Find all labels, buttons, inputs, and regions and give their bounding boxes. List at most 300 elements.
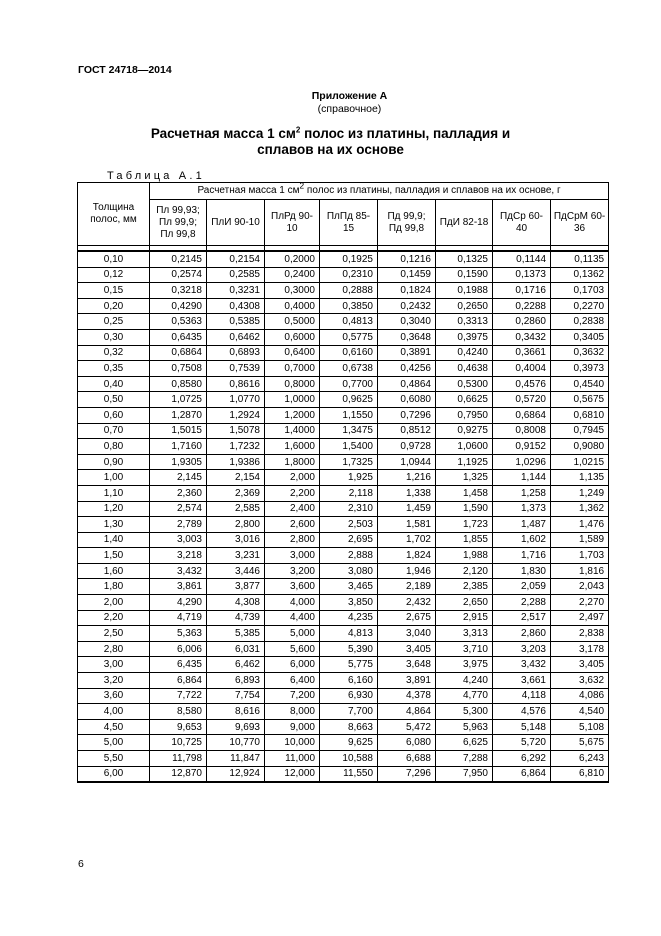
- table-row: [78, 485, 609, 501]
- mass-cell: 4,235: [320, 610, 378, 626]
- mass-cell: 1,946: [378, 563, 436, 579]
- mass-cell: 7,700: [320, 704, 378, 720]
- mass-cell: 0,1716: [493, 283, 551, 299]
- mass-cell: 7,754: [207, 688, 265, 704]
- document-code: ГОСТ 24718—2014: [78, 64, 172, 76]
- mass-cell: 3,710: [436, 641, 493, 657]
- mass-cell: 4,400: [265, 610, 320, 626]
- thickness-cell: 1,00: [78, 470, 150, 486]
- page-number: 6: [78, 858, 84, 870]
- column-header-1: Пл 99,93; Пл 99,9; Пл 99,8: [150, 200, 207, 246]
- mass-cell: 3,661: [493, 673, 551, 689]
- mass-cell: 1,2870: [150, 407, 207, 423]
- mass-cell: 2,400: [265, 501, 320, 517]
- mass-cell: 0,3040: [378, 314, 436, 330]
- thickness-cell: 1,50: [78, 548, 150, 564]
- mass-cell: 0,8000: [265, 376, 320, 392]
- mass-cell: 0,6400: [265, 345, 320, 361]
- mass-cell: 6,080: [378, 735, 436, 751]
- mass-cell: 3,632: [551, 673, 609, 689]
- mass-cell: 8,663: [320, 719, 378, 735]
- mass-cell: 0,8616: [207, 376, 265, 392]
- mass-cell: 4,240: [436, 673, 493, 689]
- mass-cell: 0,3973: [551, 361, 609, 377]
- column-header-2: ПлИ 90-10: [207, 200, 265, 246]
- mass-cell: 2,574: [150, 501, 207, 517]
- mass-cell: 1,723: [436, 517, 493, 533]
- mass-cell: 1,590: [436, 501, 493, 517]
- thickness-cell: 0,70: [78, 423, 150, 439]
- mass-cell: 0,2145: [150, 251, 207, 267]
- table-row: [78, 314, 609, 330]
- mass-cell: 0,4540: [551, 376, 609, 392]
- thickness-cell: 1,60: [78, 563, 150, 579]
- header-row-group: [78, 183, 609, 200]
- mass-cell: 0,5720: [493, 392, 551, 408]
- mass-cell: 3,600: [265, 579, 320, 595]
- mass-cell: 0,8008: [493, 423, 551, 439]
- mass-cell: 0,3218: [150, 283, 207, 299]
- mass-cell: 3,003: [150, 532, 207, 548]
- mass-cell: 1,830: [493, 563, 551, 579]
- table-row: [78, 751, 609, 767]
- thickness-cell: 2,00: [78, 595, 150, 611]
- mass-cell: 0,3891: [378, 345, 436, 361]
- thickness-cell: 3,60: [78, 688, 150, 704]
- mass-cell: 5,148: [493, 719, 551, 735]
- mass-cell: 1,988: [436, 548, 493, 564]
- mass-cell: 0,2650: [436, 298, 493, 314]
- mass-cell: 6,000: [265, 657, 320, 673]
- mass-cell: 3,405: [378, 641, 436, 657]
- mass-cell: 1,0600: [436, 439, 493, 455]
- mass-cell: 0,7508: [150, 361, 207, 377]
- table-row: [78, 766, 609, 782]
- mass-cell: 0,7539: [207, 361, 265, 377]
- mass-cell: 6,930: [320, 688, 378, 704]
- mass-cell: 0,1925: [320, 251, 378, 267]
- mass-cell: 3,016: [207, 532, 265, 548]
- table-row: [78, 345, 609, 361]
- mass-cell: 1,9305: [150, 454, 207, 470]
- mass-cell: 1,476: [551, 517, 609, 533]
- mass-cell: 2,118: [320, 485, 378, 501]
- mass-cell: 0,2838: [551, 314, 609, 330]
- mass-cell: 3,432: [493, 657, 551, 673]
- mass-cell: 0,4004: [493, 361, 551, 377]
- mass-cell: 11,847: [207, 751, 265, 767]
- mass-cell: 6,400: [265, 673, 320, 689]
- main-title-line-2: сплавов на их основе: [257, 142, 404, 157]
- main-title-text-2: полос из платины, палладия и: [300, 126, 511, 141]
- mass-cell: 9,000: [265, 719, 320, 735]
- mass-cell: 2,043: [551, 579, 609, 595]
- mass-cell: 2,200: [265, 485, 320, 501]
- mass-cell: 9,693: [207, 719, 265, 735]
- mass-cell: 2,189: [378, 579, 436, 595]
- mass-cell: 6,243: [551, 751, 609, 767]
- mass-cell: 5,385: [207, 626, 265, 642]
- mass-cell: 0,1703: [551, 283, 609, 299]
- table-row: [78, 735, 609, 751]
- mass-cell: 0,5000: [265, 314, 320, 330]
- mass-group-header-superscript: 2: [299, 180, 305, 191]
- mass-cell: 3,891: [378, 673, 436, 689]
- thickness-cell: 1,40: [78, 532, 150, 548]
- mass-cell: 6,031: [207, 641, 265, 657]
- mass-cell: 7,288: [436, 751, 493, 767]
- mass-cell: 3,861: [150, 579, 207, 595]
- column-header-5: Пд 99,9; Пд 99,8: [378, 200, 436, 246]
- mass-cell: 2,838: [551, 626, 609, 642]
- mass-group-header: [150, 180, 609, 200]
- mass-cell: 0,6625: [436, 392, 493, 408]
- mass-cell: 2,503: [320, 517, 378, 533]
- mass-cell: 10,588: [320, 751, 378, 767]
- mass-cell: 6,006: [150, 641, 207, 657]
- mass-cell: 8,580: [150, 704, 207, 720]
- thickness-cell: 0,32: [78, 345, 150, 361]
- mass-cell: 1,5400: [320, 439, 378, 455]
- mass-cell: 3,405: [551, 657, 609, 673]
- mass-cell: 1,338: [378, 485, 436, 501]
- mass-cell: 4,118: [493, 688, 551, 704]
- thickness-cell: 4,00: [78, 704, 150, 720]
- thickness-cell: 1,30: [78, 517, 150, 533]
- main-title: [0, 126, 661, 158]
- mass-cell: 2,800: [265, 532, 320, 548]
- mass-cell: 5,775: [320, 657, 378, 673]
- mass-cell: 0,6738: [320, 361, 378, 377]
- mass-cell: 2,888: [320, 548, 378, 564]
- table-row: [78, 579, 609, 595]
- table-row: [78, 517, 609, 533]
- appendix-title: Приложение А: [311, 90, 388, 102]
- table-row: [78, 283, 609, 299]
- thickness-cell: 0,25: [78, 314, 150, 330]
- thickness-cell: 1,80: [78, 579, 150, 595]
- mass-cell: 1,8000: [265, 454, 320, 470]
- mass-cell: 0,2400: [265, 267, 320, 283]
- mass-cell: 2,145: [150, 470, 207, 486]
- mass-cell: 0,3648: [378, 329, 436, 345]
- mass-cell: 1,325: [436, 470, 493, 486]
- mass-cell: 11,000: [265, 751, 320, 767]
- mass-cell: 2,432: [378, 595, 436, 611]
- mass-cell: 3,080: [320, 563, 378, 579]
- appendix-subtitle: (справочное): [317, 103, 382, 115]
- mass-cell: 2,585: [207, 501, 265, 517]
- mass-cell: 1,362: [551, 501, 609, 517]
- mass-cell: 0,3000: [265, 283, 320, 299]
- mass-cell: 2,800: [207, 517, 265, 533]
- table-row: [78, 657, 609, 673]
- mass-cell: 1,6000: [265, 439, 320, 455]
- column-header-7: ПдСр 60-40: [493, 200, 551, 246]
- mass-cell: 7,722: [150, 688, 207, 704]
- mass-cell: 0,6462: [207, 329, 265, 345]
- mass-cell: 2,360: [150, 485, 207, 501]
- mass-cell: 1,0000: [265, 392, 320, 408]
- mass-cell: 8,000: [265, 704, 320, 720]
- mass-cell: 0,9152: [493, 439, 551, 455]
- mass-cell: 0,1216: [378, 251, 436, 267]
- mass-cell: 0,1824: [378, 283, 436, 299]
- thickness-cell: 6,00: [78, 766, 150, 782]
- mass-cell: 1,0944: [378, 454, 436, 470]
- mass-cell: 0,1325: [436, 251, 493, 267]
- mass-cell: 2,600: [265, 517, 320, 533]
- thickness-cell: 0,40: [78, 376, 150, 392]
- mass-cell: 3,231: [207, 548, 265, 564]
- mass-cell: 0,3313: [436, 314, 493, 330]
- mass-cell: 0,6864: [150, 345, 207, 361]
- table-row: [78, 563, 609, 579]
- table-row: [78, 251, 609, 267]
- mass-cell: 1,0725: [150, 392, 207, 408]
- mass-cell: 0,6080: [378, 392, 436, 408]
- mass-cell: 2,650: [436, 595, 493, 611]
- mass-cell: 0,7950: [436, 407, 493, 423]
- mass-cell: 1,581: [378, 517, 436, 533]
- mass-cell: 3,000: [265, 548, 320, 564]
- mass-cell: 6,893: [207, 673, 265, 689]
- main-title-superscript: 2: [295, 125, 301, 135]
- mass-cell: 3,432: [150, 563, 207, 579]
- mass-cell: 0,4256: [378, 361, 436, 377]
- mass-cell: 4,086: [551, 688, 609, 704]
- mass-cell: 1,716: [493, 548, 551, 564]
- mass-cell: 1,7232: [207, 439, 265, 455]
- mass-cell: 3,648: [378, 657, 436, 673]
- mass-cell: 0,7296: [378, 407, 436, 423]
- mass-cell: 6,864: [493, 766, 551, 782]
- mass-cell: 0,3850: [320, 298, 378, 314]
- thickness-cell: 2,80: [78, 641, 150, 657]
- mass-cell: 0,1144: [493, 251, 551, 267]
- mass-cell: 5,000: [265, 626, 320, 642]
- mass-cell: 2,000: [265, 470, 320, 486]
- mass-cell: 6,625: [436, 735, 493, 751]
- table-row: [78, 626, 609, 642]
- mass-cell: 10,725: [150, 735, 207, 751]
- mass-cell: 0,3231: [207, 283, 265, 299]
- mass-cell: 4,378: [378, 688, 436, 704]
- header-row-columns: [78, 200, 609, 246]
- thickness-cell: 0,35: [78, 361, 150, 377]
- mass-cell: 12,870: [150, 766, 207, 782]
- mass-cell: 7,296: [378, 766, 436, 782]
- mass-cell: 0,5775: [320, 329, 378, 345]
- thickness-cell: 0,15: [78, 283, 150, 299]
- table-row: [78, 595, 609, 611]
- mass-cell: 0,2000: [265, 251, 320, 267]
- table-caption: Таблица А.1: [107, 170, 205, 182]
- mass-cell: 0,2585: [207, 267, 265, 283]
- mass-cell: 3,178: [551, 641, 609, 657]
- mass-cell: 0,5363: [150, 314, 207, 330]
- mass-cell: 1,3475: [320, 423, 378, 439]
- mass-cell: 0,2888: [320, 283, 378, 299]
- table-body: [78, 251, 609, 782]
- mass-cell: 1,2000: [265, 407, 320, 423]
- mass-cell: 8,616: [207, 704, 265, 720]
- mass-cell: 0,4290: [150, 298, 207, 314]
- table-row: [78, 423, 609, 439]
- table-row: [78, 376, 609, 392]
- thickness-cell: 0,12: [78, 267, 150, 283]
- mass-group-header-text-2: полос из платины, палладия и сплавов на их основе, г: [304, 185, 561, 196]
- mass-cell: 1,5015: [150, 423, 207, 439]
- mass-cell: 1,373: [493, 501, 551, 517]
- table-row: [78, 267, 609, 283]
- mass-cell: 4,739: [207, 610, 265, 626]
- table-row: [78, 704, 609, 720]
- mass-cell: 0,4000: [265, 298, 320, 314]
- mass-cell: 2,288: [493, 595, 551, 611]
- mass-cell: 4,813: [320, 626, 378, 642]
- mass-cell: 0,1590: [436, 267, 493, 283]
- thickness-cell: 2,50: [78, 626, 150, 642]
- mass-cell: 3,975: [436, 657, 493, 673]
- mass-cell: 4,576: [493, 704, 551, 720]
- mass-cell: 1,855: [436, 532, 493, 548]
- mass-cell: 1,7160: [150, 439, 207, 455]
- mass-cell: 0,4638: [436, 361, 493, 377]
- mass-cell: 0,5675: [551, 392, 609, 408]
- mass-cell: 1,216: [378, 470, 436, 486]
- thickness-cell: 3,20: [78, 673, 150, 689]
- mass-cell: 0,7945: [551, 423, 609, 439]
- table-row: [78, 407, 609, 423]
- mass-cell: 4,770: [436, 688, 493, 704]
- thickness-cell: 1,20: [78, 501, 150, 517]
- mass-cell: 0,3405: [551, 329, 609, 345]
- mass-cell: 7,200: [265, 688, 320, 704]
- table-row: [78, 298, 609, 314]
- mass-cell: 3,877: [207, 579, 265, 595]
- mass-cell: 0,2432: [378, 298, 436, 314]
- mass-cell: 0,2270: [551, 298, 609, 314]
- thickness-cell: 0,10: [78, 251, 150, 267]
- table-row: [78, 439, 609, 455]
- mass-cell: 12,000: [265, 766, 320, 782]
- mass-cell: 6,810: [551, 766, 609, 782]
- mass-cell: 3,203: [493, 641, 551, 657]
- mass-cell: 0,1988: [436, 283, 493, 299]
- table-row: [78, 548, 609, 564]
- thickness-cell: 1,10: [78, 485, 150, 501]
- column-header-3: ПлРд 90-10: [265, 200, 320, 246]
- mass-cell: 1,135: [551, 470, 609, 486]
- mass-cell: 0,3661: [493, 345, 551, 361]
- mass-cell: 11,550: [320, 766, 378, 782]
- mass-cell: 1,459: [378, 501, 436, 517]
- thickness-cell: 5,50: [78, 751, 150, 767]
- table-row: [78, 610, 609, 626]
- mass-cell: 2,270: [551, 595, 609, 611]
- mass-cell: 0,3632: [551, 345, 609, 361]
- mass-cell: 2,789: [150, 517, 207, 533]
- mass-cell: 0,2860: [493, 314, 551, 330]
- mass-cell: 0,4813: [320, 314, 378, 330]
- thickness-cell: 3,00: [78, 657, 150, 673]
- mass-cell: 6,160: [320, 673, 378, 689]
- mass-cell: 0,7700: [320, 376, 378, 392]
- thickness-cell: 5,00: [78, 735, 150, 751]
- mass-cell: 1,1550: [320, 407, 378, 423]
- mass-cell: 9,625: [320, 735, 378, 751]
- mass-cell: 4,540: [551, 704, 609, 720]
- mass-cell: 1,1925: [436, 454, 493, 470]
- mass-cell: 1,702: [378, 532, 436, 548]
- mass-cell: 5,363: [150, 626, 207, 642]
- main-title-line-1: [0, 126, 661, 142]
- mass-cell: 2,385: [436, 579, 493, 595]
- mass-cell: 5,720: [493, 735, 551, 751]
- column-header-4: ПлПд 85-15: [320, 200, 378, 246]
- mass-cell: 5,675: [551, 735, 609, 751]
- thickness-cell: 0,50: [78, 392, 150, 408]
- mass-cell: 4,000: [265, 595, 320, 611]
- thickness-cell: 0,30: [78, 329, 150, 345]
- thickness-cell: 0,80: [78, 439, 150, 455]
- mass-cell: 11,798: [150, 751, 207, 767]
- mass-cell: 2,059: [493, 579, 551, 595]
- mass-cell: 0,9080: [551, 439, 609, 455]
- thickness-cell: 2,20: [78, 610, 150, 626]
- mass-cell: 1,7325: [320, 454, 378, 470]
- mass-cell: 6,864: [150, 673, 207, 689]
- mass-cell: 6,688: [378, 751, 436, 767]
- mass-cell: 1,925: [320, 470, 378, 486]
- mass-cell: 2,695: [320, 532, 378, 548]
- mass-cell: 1,589: [551, 532, 609, 548]
- mass-cell: 2,310: [320, 501, 378, 517]
- column-header-8: ПдСрМ 60-36: [551, 200, 609, 246]
- table-row: [78, 719, 609, 735]
- mass-cell: 0,6864: [493, 407, 551, 423]
- mass-cell: 3,040: [378, 626, 436, 642]
- mass-cell: 1,487: [493, 517, 551, 533]
- mass-cell: 1,824: [378, 548, 436, 564]
- mass-cell: 4,864: [378, 704, 436, 720]
- mass-cell: 2,915: [436, 610, 493, 626]
- column-header-6: ПдИ 82-18: [436, 200, 493, 246]
- mass-cell: 9,653: [150, 719, 207, 735]
- mass-cell: 0,7000: [265, 361, 320, 377]
- table-row: [78, 501, 609, 517]
- mass-cell: 0,9728: [378, 439, 436, 455]
- mass-cell: 1,0296: [493, 454, 551, 470]
- table-row: [78, 329, 609, 345]
- mass-cell: 0,2154: [207, 251, 265, 267]
- mass-cell: 5,300: [436, 704, 493, 720]
- mass-cell: 7,950: [436, 766, 493, 782]
- mass-cell: 6,435: [150, 657, 207, 673]
- mass-cell: 0,6160: [320, 345, 378, 361]
- mass-cell: 3,218: [150, 548, 207, 564]
- mass-cell: 1,258: [493, 485, 551, 501]
- mass-cell: 1,249: [551, 485, 609, 501]
- mass-cell: 5,963: [436, 719, 493, 735]
- mass-cell: 0,1362: [551, 267, 609, 283]
- mass-cell: 1,5078: [207, 423, 265, 439]
- mass-cell: 0,6810: [551, 407, 609, 423]
- mass-cell: 0,6893: [207, 345, 265, 361]
- table-row: [78, 392, 609, 408]
- mass-cell: 1,144: [493, 470, 551, 486]
